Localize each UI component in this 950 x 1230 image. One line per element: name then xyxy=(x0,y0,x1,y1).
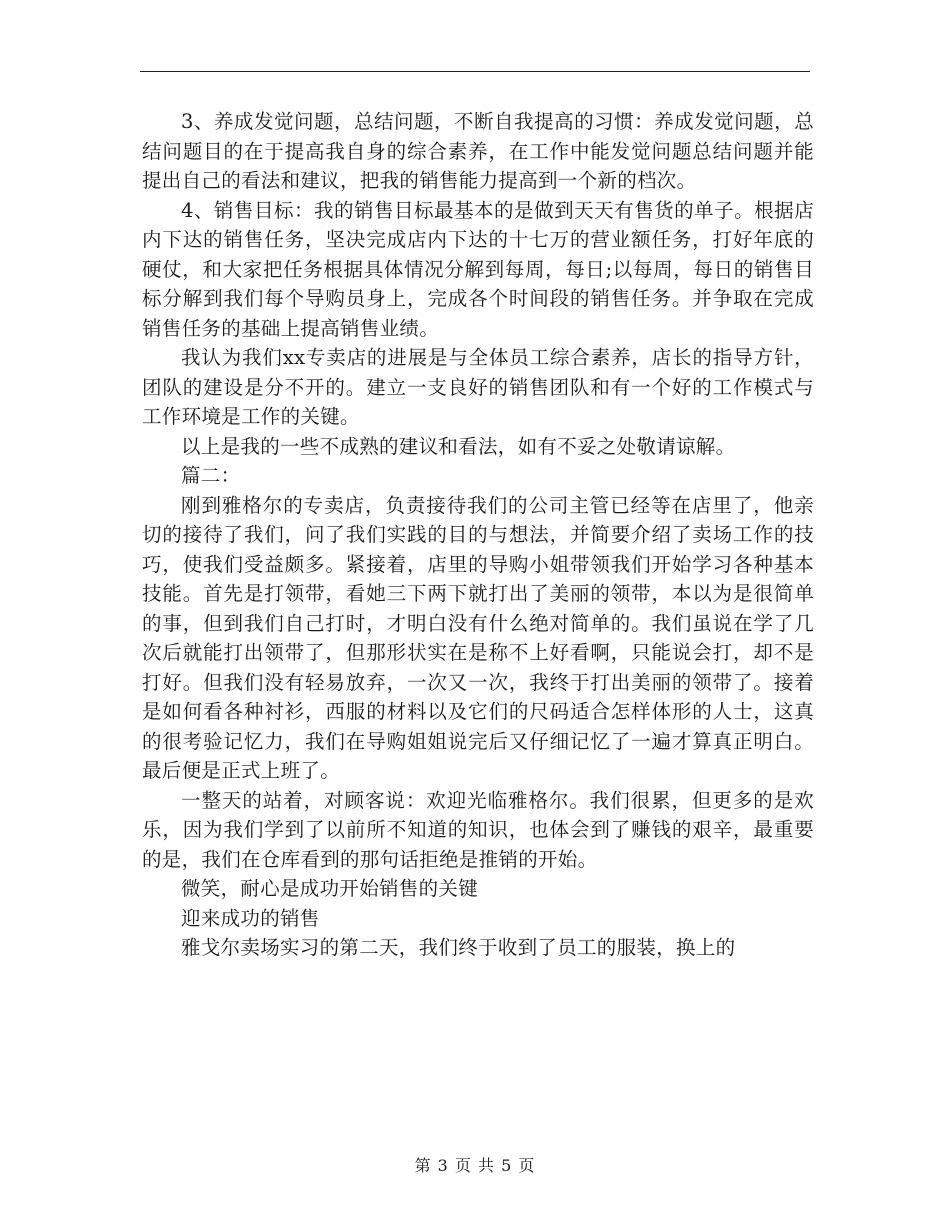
paragraph-closing: 以上是我的一些不成熟的建议和看法，如有不妥之处敬请谅解。 xyxy=(181,434,736,458)
page-footer: 第 3 页 共 5 页 xyxy=(414,1156,536,1175)
section-heading: 篇二： xyxy=(181,464,241,487)
paragraph-team: 我认为我们xx专卖店的进展是与全体员工综合素养，店长的指导方针，团队的建设是分不开的。建立一支良好的销售团队和有一个好的工作模式与工作环境是工作的关键。 xyxy=(142,346,814,428)
paragraph-whole-day: 一整天的站着，对顾客说：欢迎光临雅格尔。我们很累，但更多的是欢乐，因为我们学到了以前所不知道的知识，也体会到了赚钱的艰辛，最重要的是，我们在仓库看到的那句话拒绝是推销的开始。 xyxy=(142,788,814,871)
paragraph-smile: 微笑，耐心是成功开始销售的关键 xyxy=(181,877,479,900)
header-rule xyxy=(140,71,810,72)
paragraph-first-day: 刚到雅格尔的专卖店，负责接待我们的公司主管已经等在店里了，他亲切的接待了我们，问了我们实践的目的与想法，并简要介绍了卖场工作的技巧，使我们受益颇多。紧接着，店里的导购小姐带领我们开始学习各种基本技能。首先是打领带，看她三下两下就打出了美丽的领带，本以为是很简单的事，但到我们自己打时，才明白没有什么绝对简单的。我们虽说在学了几次后就能打出领带了，但那形状实在是称不上好看啊，只能说会打，却不是打好。但我们没有轻易放弃，一次又一次，我终于打出美丽的领带了。接着是如何看各种衬衫，西服的材料以及它们的尺码适合怎样体形的人士，这真的很考验记忆力，我们在导购姐姐说完后又仔细记忆了一遍才算真正明白。最后便是正式上班了。 xyxy=(142,493,814,782)
document-body xyxy=(142,107,814,963)
paragraph-sales-target: 4、销售目标：我的销售目标最基本的是做到天天有售货的单子。根据店内下达的销售任务，坚决完成店内下达的十七万的营业额任务，打好年底的硬仗，和大家把任务根据具体情况分解到每周，每日;以每周，每日的销售目标分解到我们每个导购员身上，完成各个时间段的销售任务。并争取在完成销售任务的基础上提高销售业绩。 xyxy=(142,198,814,340)
paragraph-habit: 3、养成发觉问题，总结问题，不断自我提高的习惯：养成发觉问题，总结问题目的在于提高我自身的综合素养，在工作中能发觉问题总结问题并能提出自己的看法和建议，把我的销售能力提高到一个新的档次。 xyxy=(142,110,814,192)
paragraph-success: 迎来成功的销售 xyxy=(181,906,320,930)
paragraph-second-day: 雅戈尔卖场实习的第二天，我们终于收到了员工的服装，换上的 xyxy=(181,936,736,959)
